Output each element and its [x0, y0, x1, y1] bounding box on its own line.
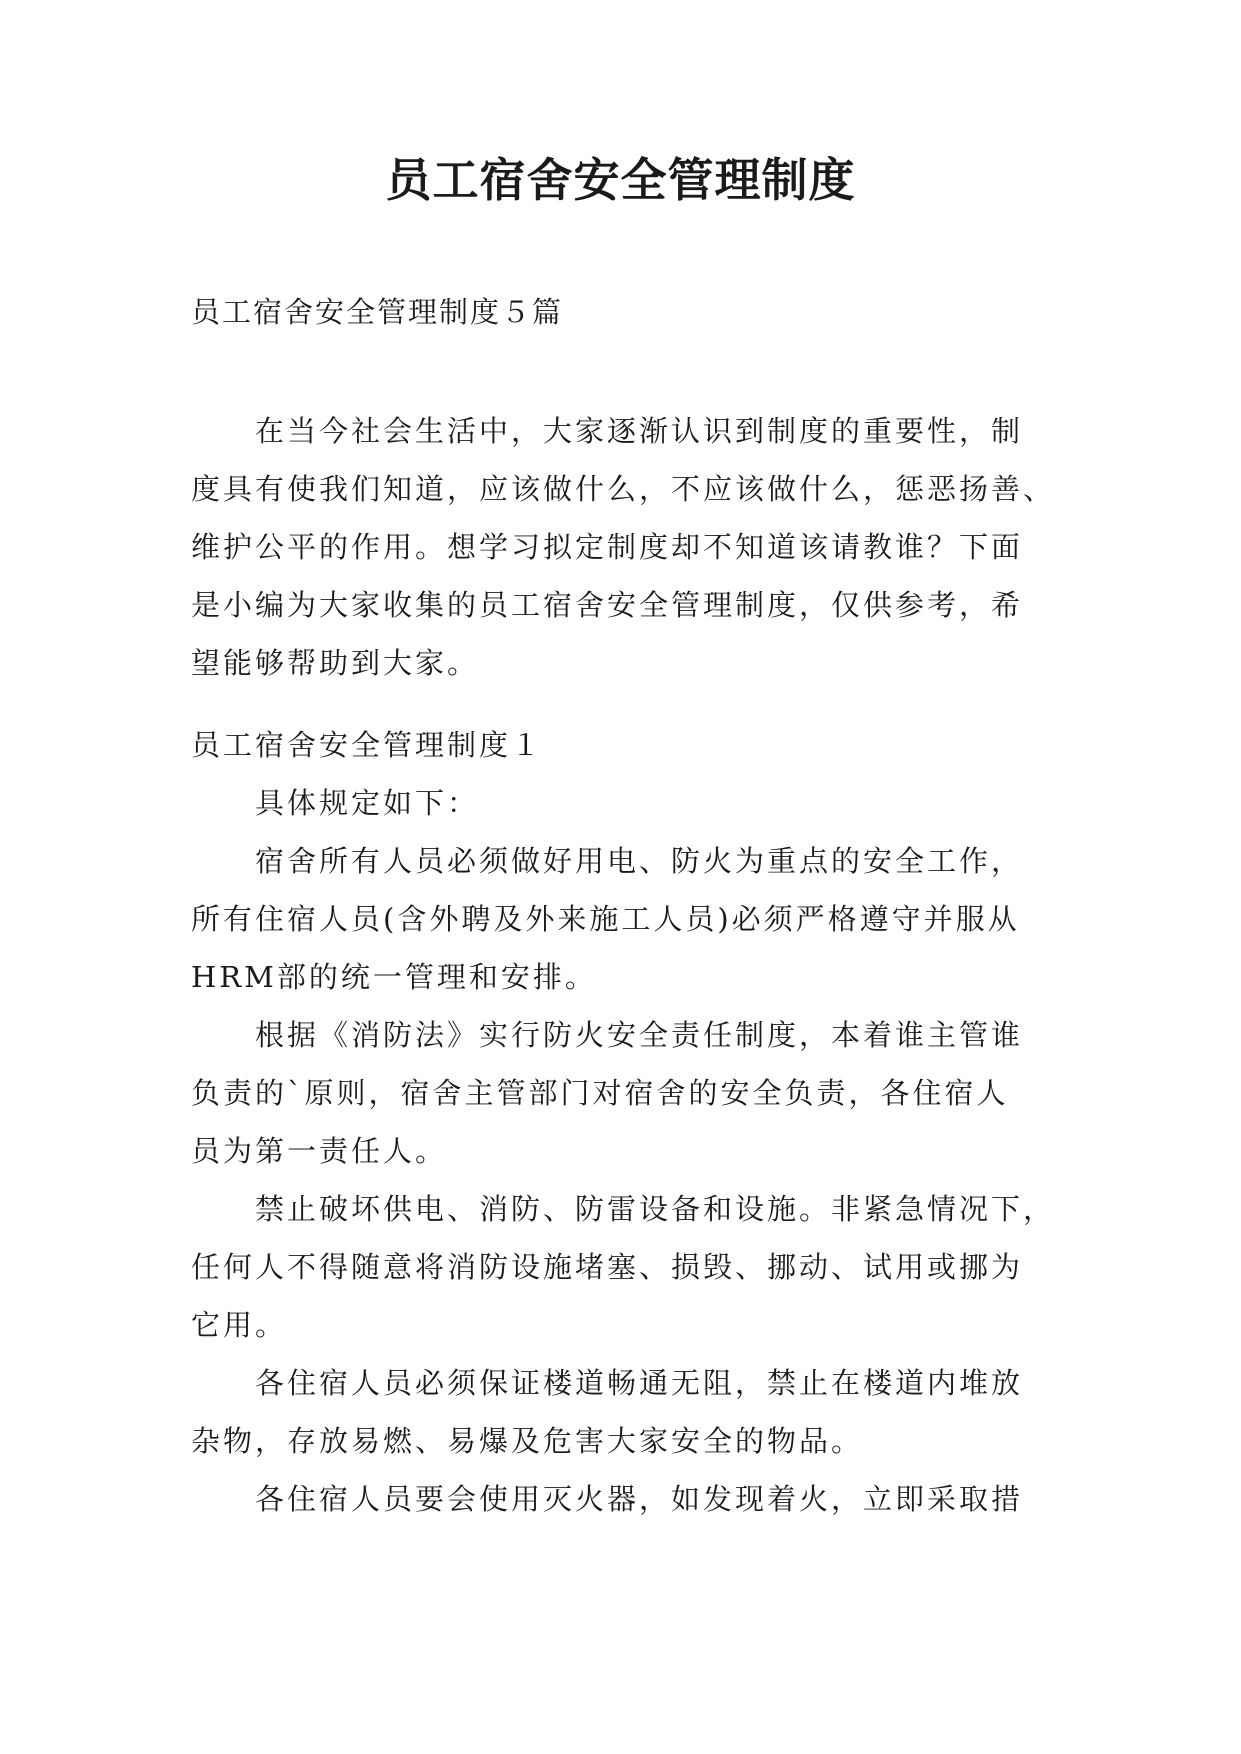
section-line: 根据《消防法》实行防火安全责任制度，本着谁主管谁	[255, 1018, 1024, 1052]
section-line: 各住宿人员必须保证楼道畅通无阻，禁止在楼道内堆放	[255, 1366, 1024, 1400]
section-line: HRM部的统一管理和安排。	[191, 960, 597, 994]
section-line: 任何人不得随意将消防设施堵塞、损毁、挪动、试用或挪为	[191, 1250, 1024, 1284]
section-line: 员为第一责任人。	[191, 1134, 448, 1168]
section-line: 宿舍所有人员必须做好用电、防火为重点的安全工作，	[255, 844, 1024, 878]
section-line: 具体规定如下：	[255, 786, 480, 820]
section-line: 各住宿人员要会使用灭火器，如发现着火，立即采取措	[255, 1482, 1024, 1516]
intro-line: 是小编为大家收集的员工宿舍安全管理制度，仅供参考，希	[191, 588, 1024, 622]
section-heading: 员工宿舍安全管理制度１	[191, 728, 544, 762]
section-line: 禁止破坏供电、消防、防雷设备和设施。非紧急情况下，	[255, 1192, 1056, 1226]
intro-line: 望能够帮助到大家。	[191, 646, 480, 680]
intro-line: 维护公平的作用。想学习拟定制度却不知道该请教谁？下面	[191, 530, 1024, 564]
intro-paragraph	[191, 402, 1056, 692]
intro-line: 在当今社会生活中，大家逐渐认识到制度的重要性，制	[255, 414, 1024, 448]
section-line: 杂物，存放易燃、易爆及危害大家安全的物品。	[191, 1424, 864, 1458]
document-subtitle: 员工宿舍安全管理制度５篇	[191, 295, 564, 329]
document-title: 员工宿舍安全管理制度	[385, 153, 856, 207]
section-line: 所有住宿人员(含外聘及外来施工人员)必须严格遵守并服从	[191, 902, 1020, 936]
section-1	[191, 716, 1056, 1528]
section-line: 负责的`原则，宿舍主管部门对宿舍的安全负责，各住宿人	[191, 1076, 1009, 1110]
intro-line: 度具有使我们知道，应该做什么，不应该做什么，惩恶扬善、	[191, 472, 1056, 506]
section-line: 它用。	[191, 1308, 288, 1342]
